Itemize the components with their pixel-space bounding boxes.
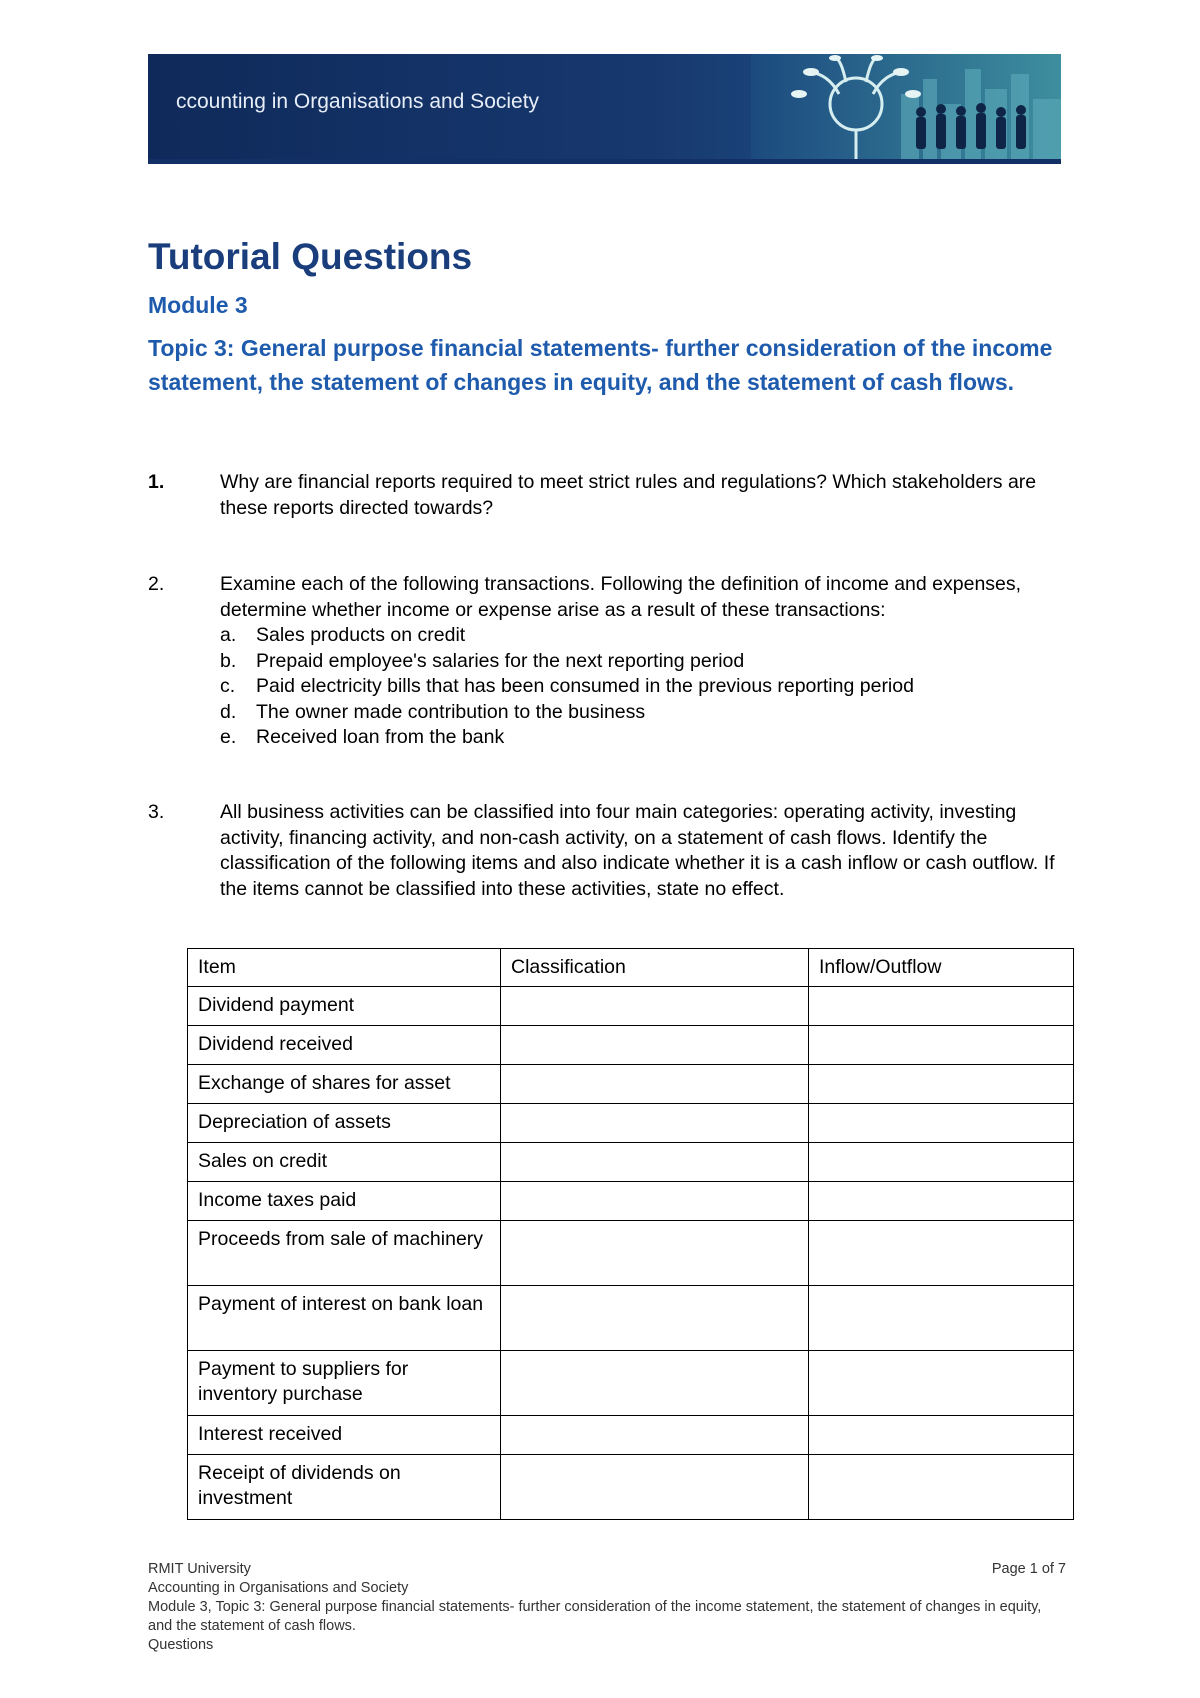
classification-table — [187, 948, 1074, 1520]
flow-cell[interactable] — [809, 1182, 1074, 1221]
flow-cell[interactable] — [809, 1143, 1074, 1182]
page-footer — [148, 1560, 1066, 1655]
question-2 — [148, 572, 1078, 751]
item-text: The owner made contribution to the business — [256, 700, 646, 723]
table-header-row — [188, 949, 1074, 987]
table-row — [188, 1065, 1074, 1104]
classification-cell[interactable] — [501, 1286, 809, 1351]
footer-doc-type: Questions — [148, 1637, 214, 1653]
header-banner — [148, 54, 1061, 159]
question-number: 3. — [148, 801, 165, 823]
item-letter: c. — [220, 675, 236, 697]
question-3 — [148, 800, 1078, 902]
item-letter: a. — [220, 624, 237, 646]
table-row — [188, 1026, 1074, 1065]
footer-module-line: Module 3, Topic 3: General purpose financial statements- further consideration of the income statement, the statement of changes in equity, and the statement of cash flows. — [148, 1599, 1042, 1634]
item-cell: Depreciation of assets — [188, 1104, 501, 1143]
banner-title: ccounting in Organisations and Society — [176, 90, 540, 113]
classification-cell[interactable] — [501, 1351, 809, 1416]
question-text: Examine each of the following transactions. Following the definition of income and expenses, determine whether income or expense arise as a result of these transactions: — [220, 573, 1022, 621]
flow-cell[interactable] — [809, 1416, 1074, 1455]
table-row — [188, 1221, 1074, 1286]
classification-cell[interactable] — [501, 1416, 809, 1455]
classification-cell[interactable] — [501, 1221, 809, 1286]
item-cell: Sales on credit — [188, 1143, 501, 1182]
table-row — [188, 987, 1074, 1026]
list-item — [220, 700, 1078, 726]
flow-cell[interactable] — [809, 1455, 1074, 1520]
table-row — [188, 1104, 1074, 1143]
item-letter: b. — [220, 649, 237, 672]
classification-cell[interactable] — [501, 1143, 809, 1182]
list-item — [220, 674, 1078, 700]
flow-cell[interactable] — [809, 987, 1074, 1026]
footer-course: Accounting in Organisations and Society — [148, 1580, 409, 1596]
item-cell: Dividend received — [188, 1026, 501, 1065]
banner-underline — [148, 159, 1061, 164]
table-row — [188, 1143, 1074, 1182]
item-cell: Dividend payment — [188, 987, 501, 1026]
item-cell: Receipt of dividends on investment — [188, 1455, 501, 1520]
item-letter: e. — [220, 726, 237, 748]
item-cell: Exchange of shares for asset — [188, 1065, 501, 1104]
flow-cell[interactable] — [809, 1065, 1074, 1104]
table-row — [188, 1286, 1074, 1351]
classification-cell[interactable] — [501, 1182, 809, 1221]
flow-cell[interactable] — [809, 1026, 1074, 1065]
column-header: Classification — [501, 949, 809, 987]
item-cell: Payment to suppliers for inventory purchase — [188, 1351, 501, 1416]
item-cell: Payment of interest on bank loan — [188, 1286, 501, 1351]
classification-cell[interactable] — [501, 1065, 809, 1104]
classification-cell[interactable] — [501, 1104, 809, 1143]
classification-cell[interactable] — [501, 1026, 809, 1065]
item-text: Paid electricity bills that has been consumed in the previous reporting period — [256, 675, 914, 697]
item-cell: Proceeds from sale of machinery — [188, 1221, 501, 1286]
table-row — [188, 1416, 1074, 1455]
column-header: Inflow/Outflow — [809, 949, 1074, 987]
table-row — [188, 1182, 1074, 1221]
page-number: Page 1 of 7 — [991, 1561, 1066, 1577]
item-cell: Income taxes paid — [188, 1182, 501, 1221]
table-row — [188, 1455, 1074, 1520]
table-row — [188, 1351, 1074, 1416]
column-header: Item — [188, 949, 501, 987]
topic-heading: Topic 3: General purpose financial statements- further consideration of the income statement, the statement of changes in equity, and the statement of cash flows. — [148, 335, 1053, 395]
item-text: Received loan from the bank — [256, 726, 505, 748]
item-text: Prepaid employee's salaries for the next reporting period — [256, 649, 745, 672]
classification-cell[interactable] — [501, 987, 809, 1026]
item-letter: d. — [220, 700, 237, 723]
classification-cell[interactable] — [501, 1455, 809, 1520]
flow-cell[interactable] — [809, 1104, 1074, 1143]
question-1 — [148, 470, 1078, 521]
flow-cell[interactable] — [809, 1351, 1074, 1416]
flow-cell[interactable] — [809, 1286, 1074, 1351]
page-title: Tutorial Questions — [148, 236, 473, 277]
question-text: Why are financial reports required to meet strict rules and regulations? Which stakeholders are these reports directed towards? — [220, 471, 1037, 519]
list-item — [220, 725, 1078, 751]
item-text: Sales products on credit — [256, 624, 466, 646]
list-item — [220, 623, 1078, 649]
footer-institution: RMIT University — [148, 1561, 251, 1577]
list-item — [220, 649, 1078, 675]
item-cell: Interest received — [188, 1416, 501, 1455]
banner-illustration — [751, 54, 1061, 159]
flow-cell[interactable] — [809, 1221, 1074, 1286]
question-number: 1. — [148, 471, 165, 493]
question-text: All business activities can be classified into four main categories: operating activity, investing activity, financing activity, and non-cash activity, on a statement of cash flows. Identify the classification of the following items and also indicate whether it is a cash inflow or cash outflow. If the items cannot be classified into these activities, state no effect. — [220, 801, 1055, 900]
question-number: 2. — [148, 573, 165, 595]
module-heading: Module 3 — [148, 292, 248, 318]
